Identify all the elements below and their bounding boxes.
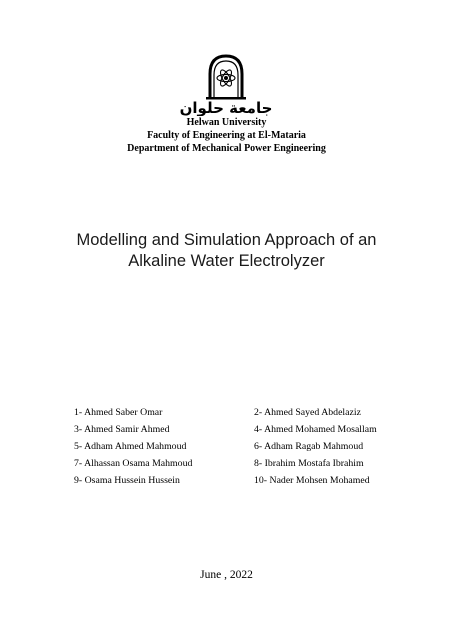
document-title [40, 230, 413, 272]
author-name: 1- Ahmed Saber Omar [74, 407, 163, 418]
logo-arabic-text: جامعة حلوان [179, 99, 273, 116]
author-name: 7- Alhassan Osama Mahmoud [74, 458, 193, 469]
author-name: 8- Ibrahim Mostafa Ibrahim [254, 458, 364, 469]
faculty-name: Faculty of Engineering at El-Mataria [147, 130, 306, 141]
author-name: 3- Ahmed Samir Ahmed [74, 424, 170, 435]
author-name: 2- Ahmed Sayed Abdelaziz [254, 407, 361, 418]
atom-arch-icon [176, 52, 276, 116]
title-line-2: Alkaline Water Electrolyzer [128, 252, 325, 270]
institution-block [0, 116, 453, 155]
university-name: Helwan University [186, 117, 267, 128]
author-name: 5- Adham Ahmed Mahmoud [74, 441, 187, 452]
author-name: 6- Adham Ragab Mahmoud [254, 441, 364, 452]
document-date: June , 2022 [200, 569, 253, 581]
department-name: Department of Mechanical Power Engineering [127, 143, 326, 154]
author-name: 10- Nader Mohsen Mohamed [254, 475, 370, 486]
university-logo [176, 52, 276, 116]
author-name: 9- Osama Hussein Hussein [74, 475, 180, 486]
author-name: 4- Ahmed Mohamed Mosallam [254, 424, 377, 435]
title-line-1: Modelling and Simulation Approach of an [76, 231, 377, 249]
author-column-right [254, 404, 377, 489]
author-column-left [74, 404, 192, 489]
